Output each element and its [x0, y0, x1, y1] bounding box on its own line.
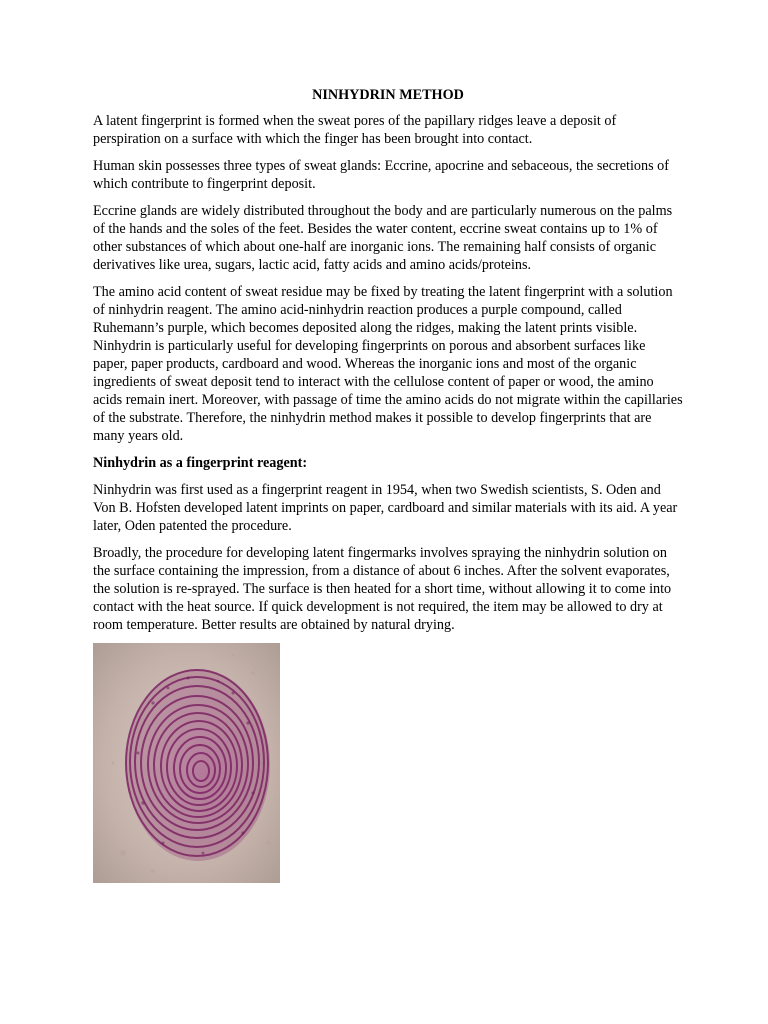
paragraph-procedure: Broadly, the procedure for developing latent fingermarks involves spraying the ninhydrin solution on the surface containing the impression, from a distance of about 6 inches. After the solvent evaporates, the solution is re-sprayed. The surface is then heated for a short time, without allowing it to come into contact with the heat source. If quick development is not required, the item may be allowed to dry at room temperature. Better results are obtained by natural drying.	[93, 545, 672, 633]
paragraph-amino-acid: The amino acid content of sweat residue may be fixed by treating the latent fingerprint with a solution of ninhydrin reagent. The amino acid-ninhydrin reaction produces a purple compound, called Ruhemann’s purple, which becomes deposited along the ridges, making the latent prints visible. Ninhydrin is particularly useful for developing fingerprints on porous and absorbent surfaces like paper, paper products, cardboard and wood. Whereas the inorganic ions and most of the organic ingredients of sweat deposit tend to interact with the cellulose content of paper or wood, the amino acids remain inert. Moreover, with passage of time the amino acids do not migrate within the capillaries of the substrate. Therefore, the ninhydrin method makes it possible to develop fingerprints that are many years old.	[93, 284, 683, 444]
document-page	[93, 86, 683, 883]
document-title: NINHYDRIN METHOD	[312, 87, 464, 103]
paragraph-sweat-glands: Human skin possesses three types of sweat glands: Eccrine, apocrine and sebaceous, the secretions of which contribute to fingerprint deposit.	[93, 158, 669, 192]
section-heading: Ninhydrin as a fingerprint reagent:	[93, 455, 308, 471]
paragraph-history: Ninhydrin was first used as a fingerprint reagent in 1954, when two Swedish scientists, S. Oden and Von B. Hofsten developed latent imprints on paper, cardboard and similar materials with its aid. A year later, Oden patented the procedure.	[93, 482, 678, 534]
fingerprint-photo-icon	[93, 643, 280, 883]
paragraph-latent-fingerprint: A latent fingerprint is formed when the sweat pores of the papillary ridges leave a deposit of perspiration on a surface with which the finger has been brought into contact.	[93, 113, 617, 147]
paragraph-eccrine-glands: Eccrine glands are widely distributed throughout the body and are particularly numerous on the palms of the hands and the soles of the feet. Besides the water content, eccrine sweat contains up to 1% of other substances of which about one-half are inorganic ions. The remaining half consists of organic derivatives like urea, sugars, lactic acid, fatty acids and amino acids/proteins.	[93, 203, 673, 273]
